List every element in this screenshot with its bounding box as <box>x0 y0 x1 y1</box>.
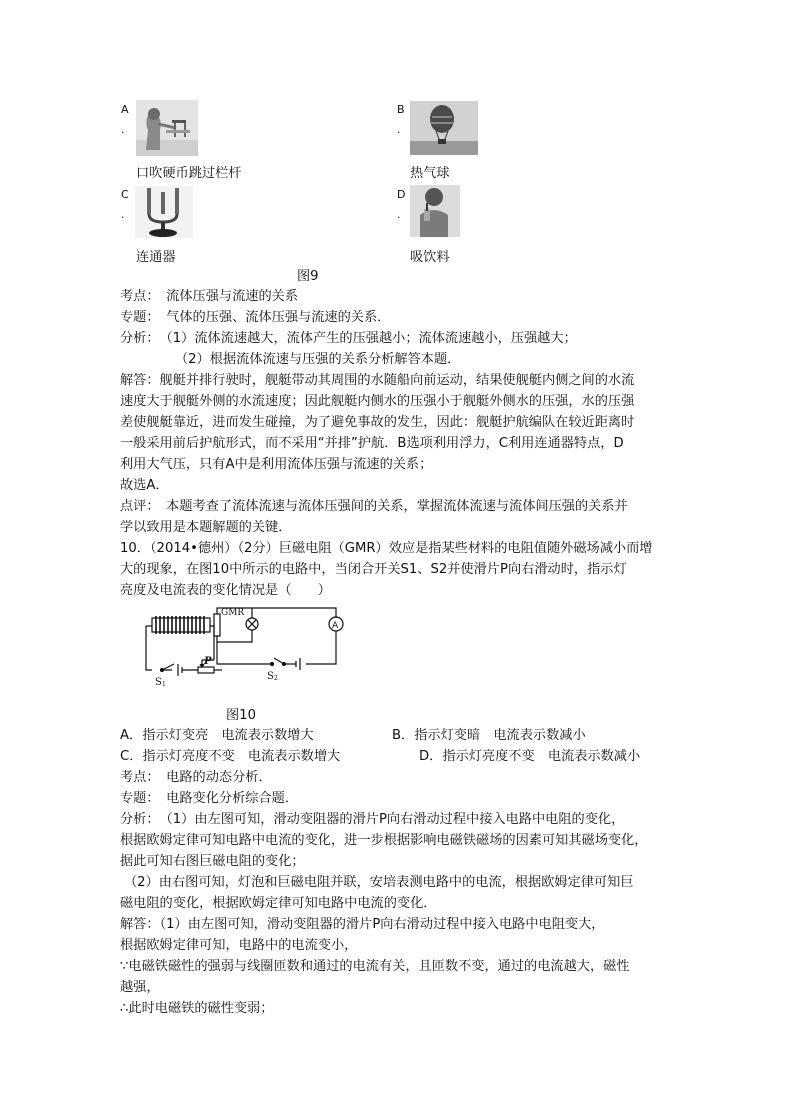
q9-jieda-4: 一般采用前后护航形式，而不采用“并排”护航．B选项利用浮力，C利用连通器特点，D <box>120 436 624 451</box>
battery-2 <box>296 658 300 670</box>
option-c-image <box>135 186 193 238</box>
option-d-image <box>410 185 460 237</box>
s2-label: S <box>267 671 274 682</box>
q10-stem-2: 大的现象，在图10中所示的电路中，当闭合开关S1、S2并使滑片P向右滑动时，指示灯 <box>120 562 627 577</box>
q9-zhuanti: 专题： 气体的压强、流体压强与流速的关系． <box>120 310 391 325</box>
ammeter-label: A <box>332 621 339 631</box>
q9-answer: 故选A． <box>120 478 169 493</box>
figure-9-label: 图9 <box>297 269 319 284</box>
q9-jieda-1: 解答：舰艇并排行驶时，舰艇带动其周围的水随船向前运动，结果使舰艇内侧之间的水流 <box>120 373 635 388</box>
option-d-dot: . <box>397 208 401 221</box>
option-b-image <box>410 101 478 155</box>
option-b-caption: 热气球 <box>410 166 450 181</box>
q9-jieda-3: 差使舰艇靠近，进而发生碰撞，为了避免事故的发生，因此：舰艇护航编队在较近距离时 <box>120 415 635 430</box>
option-a-letter: A <box>121 103 129 116</box>
q10-stem-3: 亮度及电流表的变化情况是（ ） <box>120 583 331 598</box>
gmr-label: GMR <box>221 608 245 618</box>
q10-fenxi-4: （2）由右图可知，灯泡和巨磁电阻并联，安培表测电路中的电流，根据欧姆定律可知巨 <box>124 875 634 890</box>
q10-jieda-4: 越强， <box>120 980 160 995</box>
option-c-caption: 连通器 <box>136 250 176 265</box>
option-c-dot: . <box>121 208 125 221</box>
q10-fenxi-2: 根据欧姆定律可知电路中电流的变化，进一步根据影响电磁铁磁场的因素可知其磁场变化， <box>120 833 648 848</box>
figure-10-label: 图10 <box>226 708 256 723</box>
q10-kaodian: 考点： 电路的动态分析． <box>120 770 272 785</box>
s1-subscript: 1 <box>162 681 166 686</box>
option-c-letter: C <box>121 188 129 201</box>
q10-option-c: C．指示灯亮度不变 电流表示数增大 <box>120 749 341 764</box>
s1-label: S <box>155 677 162 686</box>
q10-option-d: D．指示灯亮度不变 电流表示数减小 <box>419 749 641 764</box>
q9-fenxi-1: 分析： （1）流体流速越大，流体产生的压强越小；流体流速越小，压强越大； <box>120 331 577 346</box>
q9-jieda-5: 利用大气压，只有A中是利用流体压强与流速的关系； <box>120 457 433 472</box>
q10-fenxi-1: 分析： （1）由左图可知，滑动变阻器的滑片P向右滑动过程中接入电路中电阻的变化， <box>120 812 625 827</box>
option-d-letter: D <box>397 188 406 201</box>
q9-dianping-2: 学以致用是本题解题的关键． <box>120 520 292 535</box>
circuit-diagram <box>118 604 348 686</box>
q10-jieda-3: ∵电磁铁磁性的强弱与线圈匝数和通过的电流有关，且匝数不变，通过的电流越大，磁性 <box>120 959 630 974</box>
s2-subscript: 2 <box>274 675 278 682</box>
q10-fenxi-3: 据此可知右图巨磁电阻的变化； <box>120 854 305 869</box>
slider-label: P <box>204 656 212 667</box>
q9-kaodian: 考点： 流体压强与流速的关系 <box>120 289 299 304</box>
q10-fenxi-5: 磁电阻的变化，根据欧姆定律可知电路中电流的变化． <box>120 896 437 911</box>
option-a-caption: 口吹硬币跳过栏杆 <box>136 166 242 181</box>
option-b-dot: . <box>397 123 401 136</box>
option-a-image <box>136 100 198 156</box>
rheostat <box>198 667 214 673</box>
option-b-letter: B <box>397 103 405 116</box>
option-a-dot: . <box>121 123 125 136</box>
q10-jieda-2: 根据欧姆定律可知，电路中的电流变小， <box>120 938 358 953</box>
q10-option-b: B．指示灯变暗 电流表示数减小 <box>392 728 586 743</box>
q9-fenxi-2: （2）根据流体流速与压强的关系分析解答本题． <box>175 352 461 367</box>
q10-jieda-1: 解答：（1）由左图可知，滑动变阻器的滑片P向右滑动过程中接入电路中电阻变大， <box>120 917 605 932</box>
s1-switch-blade <box>162 664 174 670</box>
option-d-caption: 吸饮料 <box>410 250 450 265</box>
q9-jieda-2: 速度大于舰艇外侧的水流速度；因此舰艇内侧水的压强小于舰艇外侧水的压强，水的压强 <box>120 394 635 409</box>
s2-switch-blade <box>274 658 284 664</box>
gmr-resistor <box>214 614 220 636</box>
q10-zhuanti: 专题： 电路变化分析综合题． <box>120 791 299 806</box>
q10-jieda-5: ∴此时电磁铁的磁性变弱； <box>120 1001 274 1016</box>
q10-option-a: A．指示灯变亮 电流表示数增大 <box>120 728 314 743</box>
q9-dianping-1: 点评： 本题考查了流体流速与流体压强间的关系，掌握流体流速与流体间压强的关系并 <box>120 499 628 514</box>
q10-stem-1: 10．（2014•德州）（2分）巨磁电阻（GMR）效应是指某些材料的电阻值随外磁场减小而增 <box>120 541 653 556</box>
